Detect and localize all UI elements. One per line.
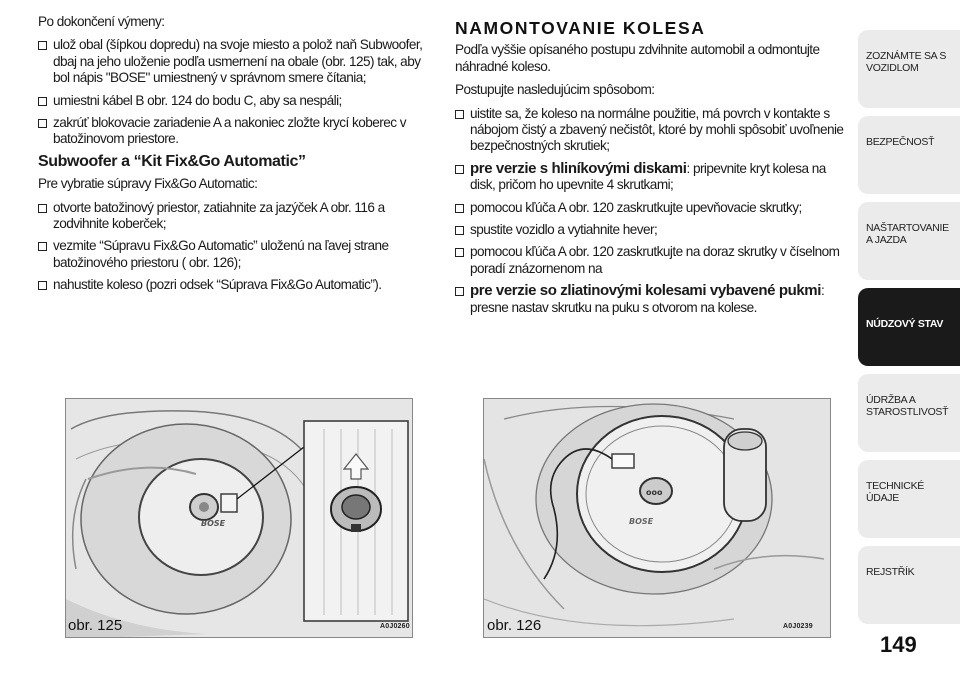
nav-tab-zoznamte-sa[interactable]: ZOZNÁMTE SA S VOZIDLOM: [858, 30, 960, 108]
figure-code: A0J0239: [783, 623, 813, 630]
checkbox-icon: [38, 97, 47, 106]
checkbox-icon: [455, 110, 464, 119]
figure-caption: obr. 125: [68, 617, 123, 634]
subwoofer-spare-well-illustration: [66, 399, 413, 638]
page-number: 149: [880, 632, 917, 657]
bullet-item: zakrúť blokovacie zariadenie A a nakoniec zložte krycí koberec v batožinovom priestore.: [38, 115, 440, 148]
checkbox-icon: [38, 119, 47, 128]
bullet-item: pre verzie s hliníkovými diskami: pripevnite kryt kolesa na disk, pričom ho upevnite 4 skrutkami;: [455, 161, 850, 194]
checkbox-icon: [455, 226, 464, 235]
checkbox-icon: [455, 287, 464, 296]
nav-tab-nastartovanie[interactable]: NAŠTARTOVANIE A JAZDA: [858, 202, 960, 280]
bullet-item: spustite vozidlo a vytiahnite hever;: [455, 222, 850, 238]
bullet-item: vezmite “Súpravu Fix&Go Automatic” uloženú na ľavej strane batožinového priestoru ( obr. 126);: [38, 238, 440, 271]
nav-tab-udrzba[interactable]: ÚDRŽBA A STAROSTLIVOSŤ: [858, 374, 960, 452]
subsection-heading: Subwoofer a “Kit Fix&Go Automatic”: [38, 152, 306, 170]
intro-text: Po dokončení výmeny:: [38, 14, 165, 29]
bose-logo-text: BOSE: [201, 519, 226, 528]
nav-tab-bezpecnost[interactable]: BEZPEČNOSŤ: [858, 116, 960, 194]
figure-125: [65, 398, 413, 638]
left-column: [38, 14, 440, 300]
bullet-item: pomocou kľúča A obr. 120 zaskrutkujte na doraz skrutky v číselnom poradí znázornenom na: [455, 244, 850, 277]
bullet-item: pre verzie so zliatinovými kolesami vybavené pukmi: presne nastav skrutku na puku s otvorom na kolese.: [455, 283, 850, 316]
bullet-item: umiestni kábel B obr. 124 do bodu C, aby sa nespáli;: [38, 93, 440, 109]
fix-and-go-kit-illustration: [484, 399, 831, 638]
checkbox-icon: [38, 281, 47, 290]
figure-126: [483, 398, 831, 638]
nav-tab-technicke-udaje[interactable]: TECHNICKÉ ÚDAJE: [858, 460, 960, 538]
figure-caption: obr. 126: [487, 617, 542, 634]
bullet-item: ulož obal (šípkou dopredu) na svoje miesto a polož naň Subwoofer, dbaj na jeho uloženie podľa usmernení na obale (obr. 125) tak, aby bol nápis "BOSE" umiestnený v správnom smere čítania;: [38, 37, 440, 86]
checkbox-icon: [455, 248, 464, 257]
checkbox-icon: [38, 41, 47, 50]
bullet-item: pomocou kľúča A obr. 120 zaskrutkujte upevňovacie skrutky;: [455, 200, 850, 216]
bullet-item: otvorte batožinový priestor, zatiahnite za jazýček A obr. 116 a zodvihnite koberček;: [38, 200, 440, 233]
subsection-intro: Pre vybratie súpravy Fix&Go Automatic:: [38, 176, 258, 192]
bullet-item: nahustite koleso (pozri odsek “Súprava Fix&Go Automatic”).: [38, 277, 440, 293]
figure-code: A0J0260: [380, 623, 410, 630]
checkbox-icon: [38, 242, 47, 251]
svg-text:ooo: ooo: [646, 488, 663, 497]
checkbox-icon: [38, 204, 47, 213]
nav-tab-rejstrik[interactable]: REJSTŘÍK: [858, 546, 960, 624]
section-title: NAMONTOVANIE KOLESA: [455, 18, 706, 38]
section-intro: Podľa vyššie opísaného postupu zdvihnite automobil a odmontujte náhradné koleso.: [455, 42, 820, 74]
nav-tab-nudzovy-stav[interactable]: NÚDZOVÝ STAV: [858, 288, 960, 366]
checkbox-icon: [455, 204, 464, 213]
bullet-item: uistite sa, že koleso na normálne použitie, má povrch v kontakte s nábojom čistý a zbavený nečistôt, ktoré by mohli spôsobiť uvoľnenie bezpečnostných skrutiek;: [455, 106, 850, 155]
checkbox-icon: [455, 165, 464, 174]
section-intro-2: Postupujte nasledujúcim spôsobom:: [455, 82, 655, 98]
bose-logo-text: BOSE: [629, 517, 654, 526]
right-column: [455, 14, 850, 322]
